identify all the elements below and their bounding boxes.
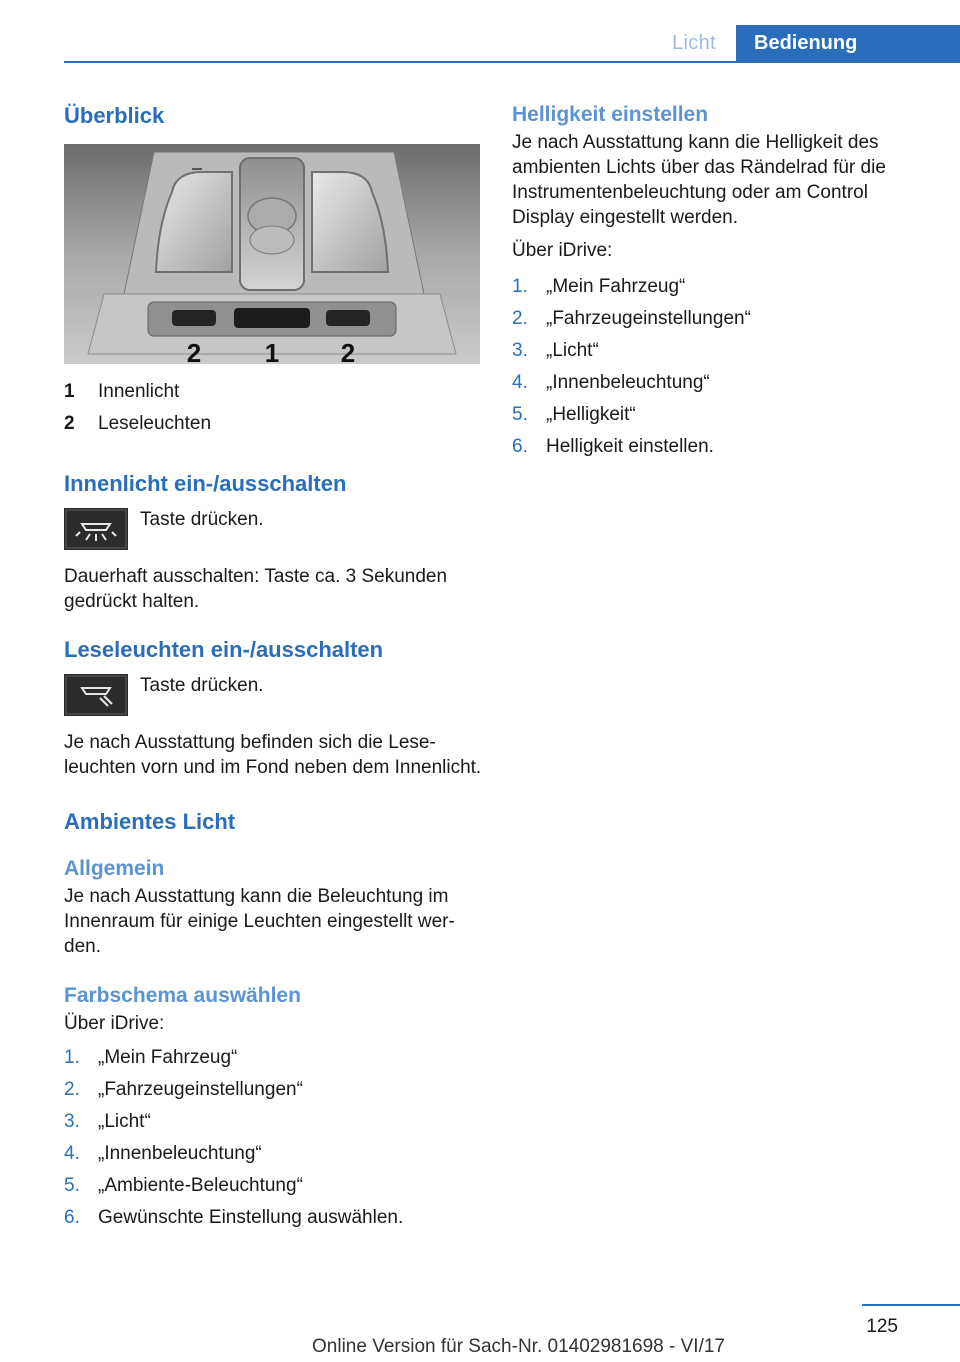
step-text: „Fahrzeugeinstellungen“ xyxy=(546,308,751,329)
step-number: 6. xyxy=(64,1207,80,1228)
header-rule xyxy=(64,61,960,63)
innenlicht-press-text: Taste drücken. xyxy=(140,509,264,530)
farbschema-heading: Farbschema auswählen xyxy=(64,984,301,1007)
innenlicht-note: Dauerhaft ausschalten: Taste ca. 3 Sekunden gedrückt halten. xyxy=(64,566,448,612)
step-text: Gewünschte Einstellung auswählen. xyxy=(98,1207,404,1228)
page-number: 125 xyxy=(866,1316,898,1337)
tab-licht[interactable]: Licht xyxy=(672,32,716,54)
reading-light-button-icon xyxy=(64,674,128,716)
list-item xyxy=(512,431,912,463)
list-item xyxy=(512,367,912,399)
helligkeit-intro: Über iDrive: xyxy=(512,240,613,261)
tab-bedienung[interactable]: Bedienung xyxy=(736,25,960,61)
helligkeit-text: Je nach Ausstattung kann die Helligkeit des ambienten Lichts über das Rändelrad für die Instrumentenbeleuchtung oder am Control Display eingestellt werden. xyxy=(512,132,886,228)
legend-label: Innenlicht xyxy=(98,381,180,402)
callout-1: 1 xyxy=(264,338,280,364)
leseleuchten-note: Je nach Ausstattung befinden sich die Leseleuchten vorn und im Fond neben dem Innenlicht. xyxy=(64,732,482,778)
step-text: „Ambiente-Beleuchtung“ xyxy=(98,1175,303,1196)
leseleuchten-heading: Leseleuchten ein-/ausschalten xyxy=(64,637,384,662)
farbschema-steps xyxy=(64,1042,482,1234)
step-number: 3. xyxy=(64,1111,80,1132)
allgemein-heading: Allgemein xyxy=(64,857,165,880)
step-text: „Helligkeit“ xyxy=(546,404,636,425)
list-item xyxy=(64,1138,482,1170)
list-item xyxy=(64,1106,482,1138)
left-column xyxy=(64,100,482,1234)
step-text: „Licht“ xyxy=(546,340,599,361)
step-number: 1. xyxy=(512,276,528,297)
right-column xyxy=(512,100,912,463)
callout-2-left: 2 xyxy=(186,338,202,364)
leseleuchten-press-text: Taste drücken. xyxy=(140,675,264,696)
step-text: „Mein Fahrzeug“ xyxy=(546,276,686,297)
step-text: „Fahrzeugeinstellungen“ xyxy=(98,1079,303,1100)
callout-2-right: 2 xyxy=(340,338,356,364)
step-number: 3. xyxy=(512,340,528,361)
legend-number: 1 xyxy=(64,381,75,402)
list-item xyxy=(64,1170,482,1202)
step-text: „Innenbeleuchtung“ xyxy=(98,1143,262,1164)
innenlicht-heading: Innenlicht ein-/ausschalten xyxy=(64,471,347,496)
helligkeit-steps xyxy=(512,271,912,463)
innenlicht-button-row xyxy=(64,508,482,550)
legend-item xyxy=(64,376,482,408)
legend-label: Leseleuchten xyxy=(98,413,212,434)
step-number: 6. xyxy=(512,436,528,457)
footer-rule xyxy=(862,1304,960,1306)
leseleuchten-button-row xyxy=(64,674,482,716)
figure-legend xyxy=(64,376,482,440)
list-item xyxy=(512,399,912,431)
allgemein-text: Je nach Ausstattung kann die Beleuchtung im Innenraum für einige Leuchten eingestellt werden. xyxy=(64,886,455,957)
legend-number: 2 xyxy=(64,413,75,434)
farbschema-intro: Über iDrive: xyxy=(64,1013,165,1034)
step-number: 2. xyxy=(512,308,528,329)
step-number: 5. xyxy=(512,404,528,425)
list-item xyxy=(512,271,912,303)
helligkeit-heading: Helligkeit einstellen xyxy=(512,103,709,126)
overview-heading: Überblick xyxy=(64,103,165,128)
list-item xyxy=(64,1074,482,1106)
list-item xyxy=(64,1042,482,1074)
step-number: 1. xyxy=(64,1047,80,1068)
online-version-note: Online Version für Sach-Nr. 01402981698 - VI/17 xyxy=(312,1336,725,1357)
list-item xyxy=(64,1202,482,1234)
list-item xyxy=(512,303,912,335)
step-text: Helligkeit einstellen. xyxy=(546,436,714,457)
ceiling-light-console-image xyxy=(64,144,480,364)
step-text: „Mein Fahrzeug“ xyxy=(98,1047,238,1068)
step-number: 5. xyxy=(64,1175,80,1196)
list-item xyxy=(512,335,912,367)
step-number: 4. xyxy=(512,372,528,393)
step-text: „Licht“ xyxy=(98,1111,151,1132)
step-number: 4. xyxy=(64,1143,80,1164)
ambient-heading: Ambientes Licht xyxy=(64,809,236,834)
interior-light-button-icon xyxy=(64,508,128,550)
legend-item xyxy=(64,408,482,440)
step-number: 2. xyxy=(64,1079,80,1100)
step-text: „Innenbeleuchtung“ xyxy=(546,372,710,393)
